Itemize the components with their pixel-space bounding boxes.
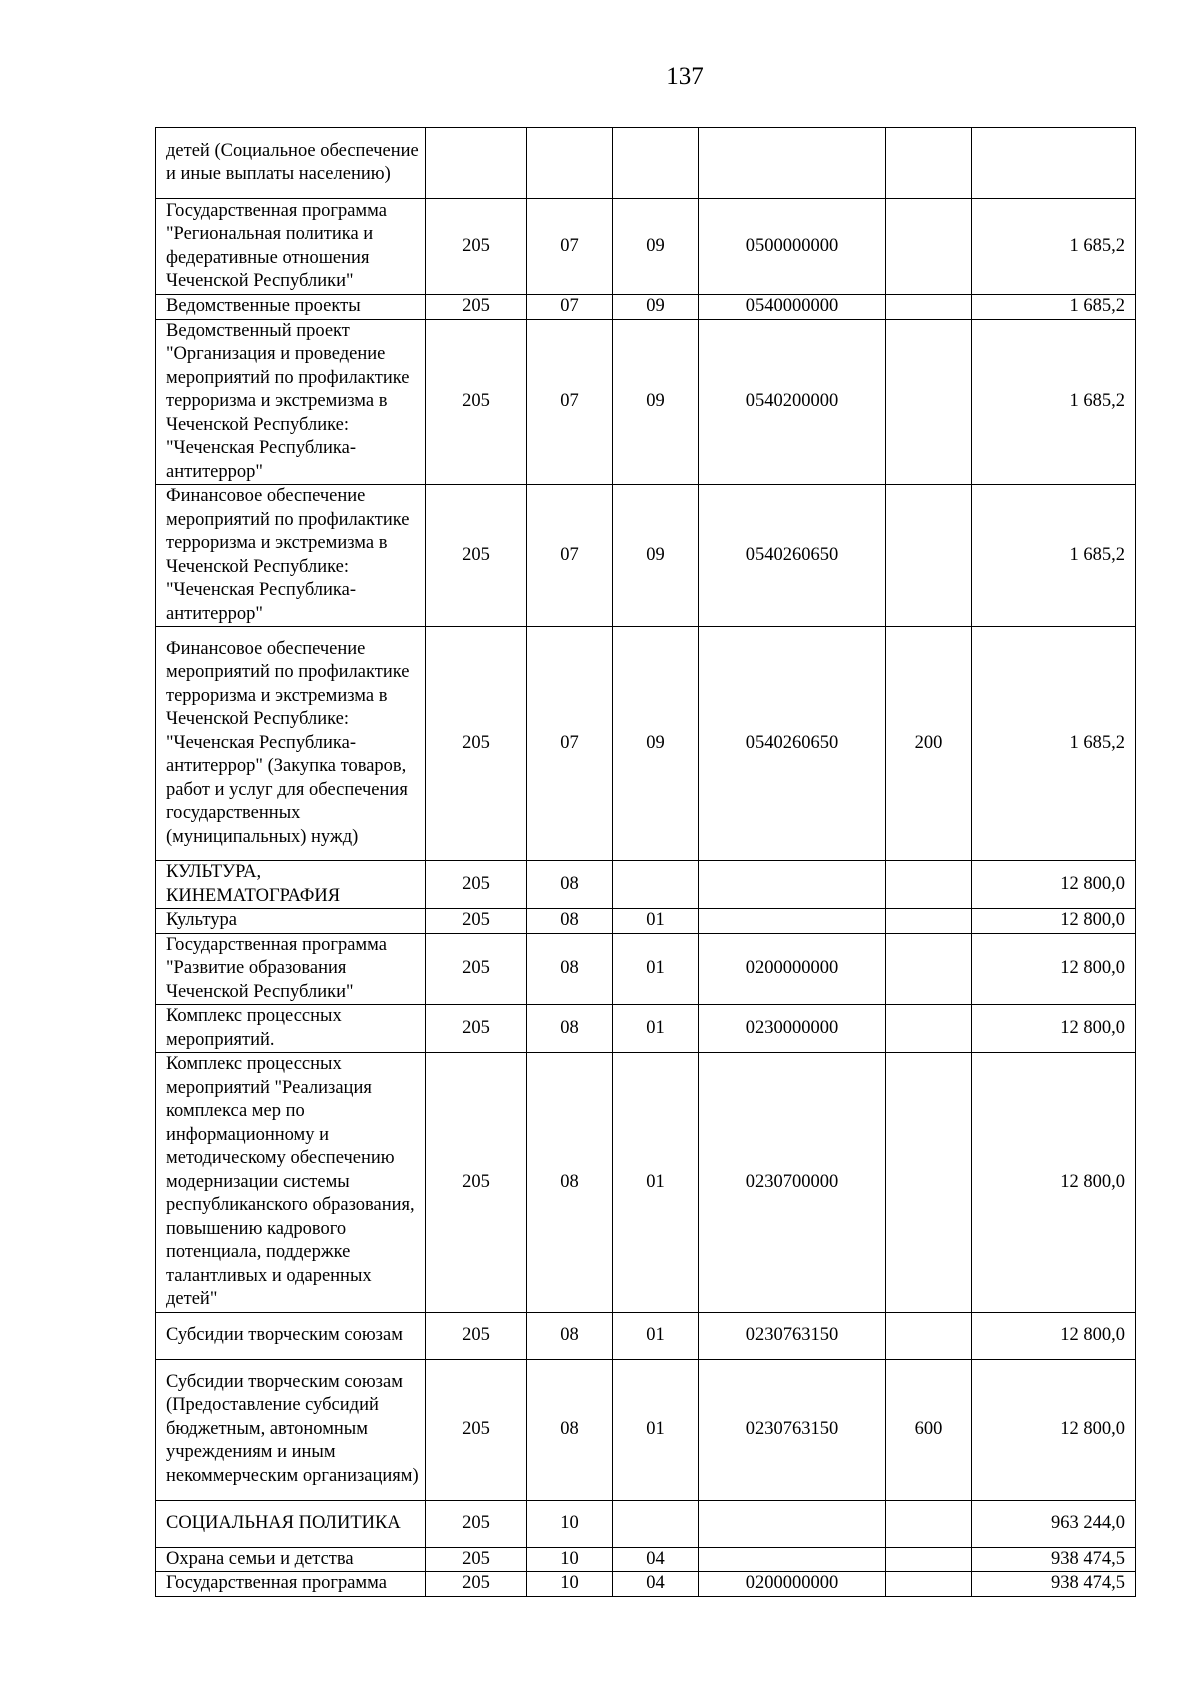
rz-cell: 08: [527, 1359, 613, 1500]
pr-cell: 01: [613, 933, 699, 1005]
ved-cell: 205: [426, 319, 527, 485]
sum-cell: 1 685,2: [972, 485, 1136, 627]
csr-cell: 0540260650: [699, 485, 886, 627]
table-row: [156, 128, 1136, 199]
ved-cell: 205: [426, 295, 527, 320]
table-row: [156, 1572, 1136, 1597]
pr-cell: 01: [613, 1005, 699, 1053]
name-cell: СОЦИАЛЬНАЯ ПОЛИТИКА: [156, 1500, 426, 1547]
pr-cell: 09: [613, 319, 699, 485]
sum-cell: 963 244,0: [972, 1500, 1136, 1547]
table-row: [156, 1312, 1136, 1359]
ved-cell: 205: [426, 485, 527, 627]
name-cell: Ведомственный проект "Организация и проведение мероприятий по профилактике терроризма и экстремизма в Чеченской Республике: "Чеченская Республика-антитеррор": [156, 319, 426, 485]
csr-cell: 0230000000: [699, 1005, 886, 1053]
table-row: [156, 1053, 1136, 1313]
rz-cell: 08: [527, 933, 613, 1005]
vr-cell: 600: [886, 1359, 972, 1500]
rz-cell: 10: [527, 1547, 613, 1572]
rz-cell: 08: [527, 909, 613, 934]
ved-cell: 205: [426, 627, 527, 861]
name-cell: КУЛЬТУРА, КИНЕМАТОГРАФИЯ: [156, 861, 426, 909]
name-cell: Государственная программа: [156, 1572, 426, 1597]
sum-cell: 12 800,0: [972, 861, 1136, 909]
vr-cell: [886, 1500, 972, 1547]
pr-cell: 04: [613, 1572, 699, 1597]
table-row: [156, 319, 1136, 485]
sum-cell: 12 800,0: [972, 1005, 1136, 1053]
sum-cell: 12 800,0: [972, 1359, 1136, 1500]
table-row: [156, 1500, 1136, 1547]
ved-cell: 205: [426, 933, 527, 1005]
sum-cell: 12 800,0: [972, 909, 1136, 934]
table-row: [156, 1547, 1136, 1572]
vr-cell: [886, 485, 972, 627]
sum-cell: 12 800,0: [972, 1053, 1136, 1313]
ved-cell: 205: [426, 1005, 527, 1053]
rz-cell: 08: [527, 1005, 613, 1053]
csr-cell: 0540200000: [699, 319, 886, 485]
vr-cell: [886, 1572, 972, 1597]
vr-cell: [886, 128, 972, 199]
csr-cell: [699, 1547, 886, 1572]
name-cell: Финансовое обеспечение мероприятий по профилактике терроризма и экстремизма в Чеченской Республике: "Чеченская Республика-антитеррор": [156, 485, 426, 627]
rz-cell: 08: [527, 1312, 613, 1359]
sum-cell: 938 474,5: [972, 1547, 1136, 1572]
vr-cell: [886, 295, 972, 320]
ved-cell: 205: [426, 1053, 527, 1313]
csr-cell: 0200000000: [699, 1572, 886, 1597]
sum-cell: 1 685,2: [972, 627, 1136, 861]
rz-cell: 10: [527, 1572, 613, 1597]
pr-cell: 01: [613, 1359, 699, 1500]
name-cell: Государственная программа "Развитие образования Чеченской Республики": [156, 933, 426, 1005]
csr-cell: [699, 861, 886, 909]
pr-cell: 09: [613, 199, 699, 295]
name-cell: Субсидии творческим союзам (Предоставление субсидий бюджетным, автономным учреждениям и иным некоммерческим организациям): [156, 1359, 426, 1500]
pr-cell: 04: [613, 1547, 699, 1572]
csr-cell: 0200000000: [699, 933, 886, 1005]
vr-cell: [886, 1053, 972, 1313]
csr-cell: [699, 1500, 886, 1547]
name-cell: Комплекс процессных мероприятий "Реализация комплекса мер по информационному и методическому обеспечению модернизации системы республиканского образования, повышению кадрового потенциала, поддержке талантливых и одаренных детей": [156, 1053, 426, 1313]
name-cell: детей (Социальное обеспечение и иные выплаты населению): [156, 128, 426, 199]
csr-cell: 0540000000: [699, 295, 886, 320]
vr-cell: [886, 1547, 972, 1572]
sum-cell: [972, 128, 1136, 199]
table-row: [156, 1359, 1136, 1500]
csr-cell: [699, 909, 886, 934]
vr-cell: 200: [886, 627, 972, 861]
pr-cell: 09: [613, 485, 699, 627]
rz-cell: 07: [527, 319, 613, 485]
ved-cell: 205: [426, 1547, 527, 1572]
vr-cell: [886, 199, 972, 295]
table-row: [156, 861, 1136, 909]
ved-cell: 205: [426, 861, 527, 909]
pr-cell: [613, 1500, 699, 1547]
name-cell: Охрана семьи и детства: [156, 1547, 426, 1572]
sum-cell: 12 800,0: [972, 933, 1136, 1005]
table-row: [156, 295, 1136, 320]
rz-cell: 07: [527, 627, 613, 861]
sum-cell: 1 685,2: [972, 295, 1136, 320]
rz-cell: 10: [527, 1500, 613, 1547]
sum-cell: 938 474,5: [972, 1572, 1136, 1597]
csr-cell: 0230763150: [699, 1359, 886, 1500]
vr-cell: [886, 319, 972, 485]
vr-cell: [886, 933, 972, 1005]
table-row: [156, 1005, 1136, 1053]
pr-cell: 01: [613, 1312, 699, 1359]
pr-cell: 09: [613, 295, 699, 320]
name-cell: Ведомственные проекты: [156, 295, 426, 320]
pr-cell: 01: [613, 1053, 699, 1313]
rz-cell: 08: [527, 1053, 613, 1313]
sum-cell: 12 800,0: [972, 1312, 1136, 1359]
table-row: [156, 909, 1136, 934]
ved-cell: 205: [426, 1359, 527, 1500]
name-cell: Культура: [156, 909, 426, 934]
table-row: [156, 485, 1136, 627]
pr-cell: [613, 861, 699, 909]
ved-cell: 205: [426, 1312, 527, 1359]
vr-cell: [886, 1005, 972, 1053]
vr-cell: [886, 909, 972, 934]
pr-cell: 09: [613, 627, 699, 861]
pr-cell: [613, 128, 699, 199]
rz-cell: [527, 128, 613, 199]
name-cell: Финансовое обеспечение мероприятий по профилактике терроризма и экстремизма в Чеченской Республике: "Чеченская Республика-антитеррор" (Закупка товаров, работ и услуг для обеспечения государственных (муниципальных) нужд): [156, 627, 426, 861]
ved-cell: 205: [426, 909, 527, 934]
ved-cell: 205: [426, 199, 527, 295]
sum-cell: 1 685,2: [972, 319, 1136, 485]
ved-cell: [426, 128, 527, 199]
vr-cell: [886, 861, 972, 909]
page-number: 137: [666, 63, 704, 90]
rz-cell: 07: [527, 295, 613, 320]
pr-cell: 01: [613, 909, 699, 934]
table-row: [156, 199, 1136, 295]
csr-cell: 0230763150: [699, 1312, 886, 1359]
table-row: [156, 627, 1136, 861]
name-cell: Государственная программа "Региональная политика и федеративные отношения Чеченской Республики": [156, 199, 426, 295]
rz-cell: 08: [527, 861, 613, 909]
name-cell: Комплекс процессных мероприятий.: [156, 1005, 426, 1053]
budget-table: [155, 127, 1136, 1597]
csr-cell: 0540260650: [699, 627, 886, 861]
vr-cell: [886, 1312, 972, 1359]
csr-cell: [699, 128, 886, 199]
ved-cell: 205: [426, 1572, 527, 1597]
rz-cell: 07: [527, 485, 613, 627]
ved-cell: 205: [426, 1500, 527, 1547]
name-cell: Субсидии творческим союзам: [156, 1312, 426, 1359]
table-row: [156, 933, 1136, 1005]
rz-cell: 07: [527, 199, 613, 295]
csr-cell: 0500000000: [699, 199, 886, 295]
csr-cell: 0230700000: [699, 1053, 886, 1313]
sum-cell: 1 685,2: [972, 199, 1136, 295]
